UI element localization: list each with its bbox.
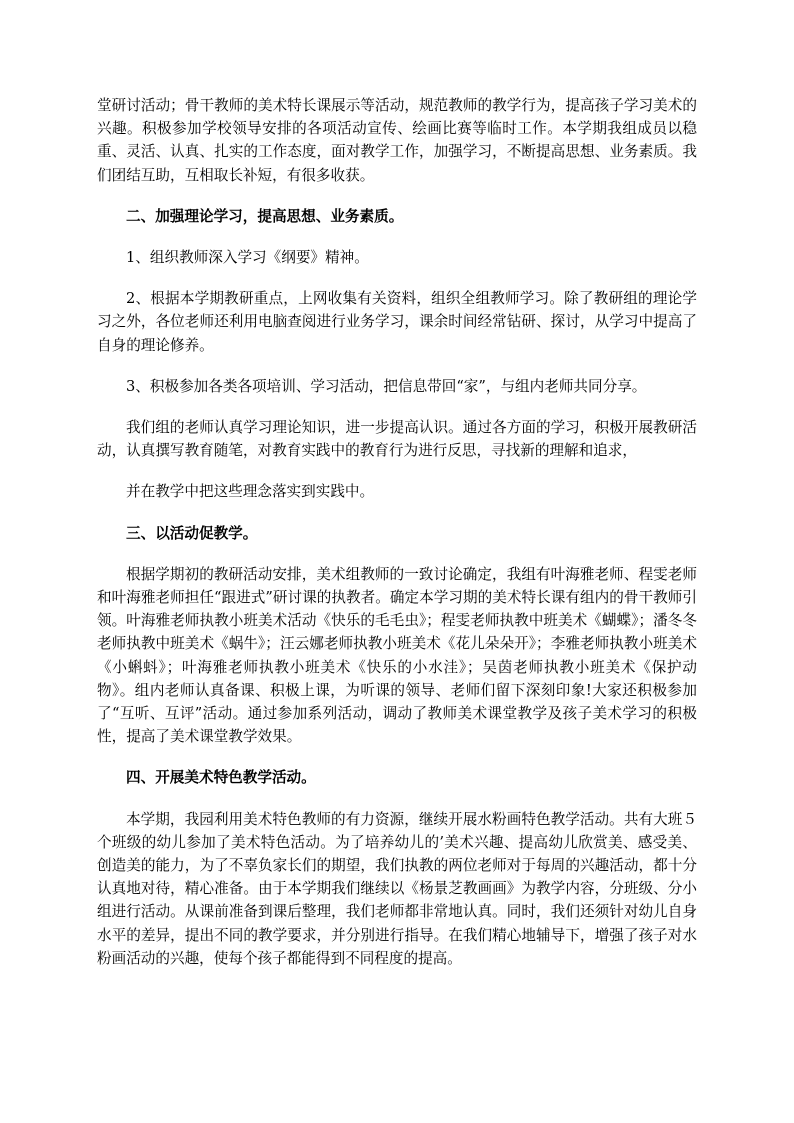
paragraph-3-1: 根据学期初的教研活动安排，美术组教师的一致讨论确定，我组有叶海雅老师、程雯老师和叶海雅老师担任“跟进式”研讨课的执教者。确定本学习期的美术特长课有组内的骨干教师引领。叶海雅老师执教小班美术活动《快乐的毛毛虫》；程雯老师执教中班美术《蝴蝶》；潘冬冬老师执教中班美术《蜗牛》；汪云娜老师执教小班美术《花儿朵朵开》；李雅老师执教小班美术《小蝌蚪》；叶海雅老师执教小班美术《快乐的小水洼》；吴茵老师执教小班美术《保护动物》。组内老师认真备课、积极上课，为听课的领导、老师们留下深刻印象!大家还积极参加了“互听、互评”活动。通过参加系列活动，调动了教师美术课堂教学及孩子美术学习的积极性，提高了美术课堂教学效果。 bbox=[97, 565, 697, 746]
section-heading-3: 三、以活动促教学。 bbox=[126, 524, 258, 542]
section-heading-4: 四、开展美术特色教学活动。 bbox=[126, 769, 316, 787]
section-heading-2: 二、加强理论学习，提高思想、业务素质。 bbox=[126, 207, 404, 225]
paragraph-2-4: 我们组的老师认真学习理论知识，进一步提高认识。通过各方面的学习，积极开展教研活动，认真撰写教育随笔，对教育实践中的教育行为进行反思，寻找新的理解和追求， bbox=[97, 419, 697, 460]
paragraph-4-1: 本学期，我园利用美术特色教师的有力资源，继续开展水粉画特色教学活动。共有大班５个班级的幼儿参加了美术特色活动。为了培养幼儿的’美术兴趣、提高幼儿欣赏美、感受美、创造美的能力，为了不辜负家长们的期望，我们执教的两位老师对于每周的兴趣活动，都十分认真地对待，精心准备。由于本学期我们继续以《杨景芝教画画》为教学内容，分班级、分小组进行活动。从课前准备到课后整理，我们老师都非常地认真。同时，我们还须针对幼儿自身水平的差异，提出不同的教学要求，并分别进行指导。在我们精心地辅导下，增强了孩子对水粉画活动的兴趣，使每个孩子都能得到不同程度的提高。 bbox=[97, 810, 697, 967]
paragraph-2-5: 并在教学中把这些理念落实到实践中。 bbox=[126, 483, 375, 501]
paragraph-2-3: 3、积极参加各类各项培训、学习活动，把信息带回“家”，与组内老师共同分享。 bbox=[126, 377, 647, 395]
document-body bbox=[97, 94, 697, 970]
paragraph-2-1: 1、组织教师深入学习《纲要》精神。 bbox=[126, 249, 369, 267]
intro-paragraph: 堂研讨活动；骨干教师的美术特长课展示等活动，规范教师的教学行为，提高孩子学习美术的兴趣。积极参加学校领导安排的各项活动宣传、绘画比赛等临时工作。本学期我组成员以稳重、灵活、认真、扎实的工作态度，面对教学工作，加强学习，不断提高思想、业务素质。我们团结互助，互相取长补短，有很多收获。 bbox=[97, 97, 697, 184]
paragraph-2-2: 2、根据本学期教研重点，上网收集有关资料，组织全组教师学习。除了教研组的理论学习之外，各位老师还利用电脑查阅进行业务学习，课余时间经常钻研、探讨，从学习中提高了自身的理论修养。 bbox=[97, 290, 697, 354]
